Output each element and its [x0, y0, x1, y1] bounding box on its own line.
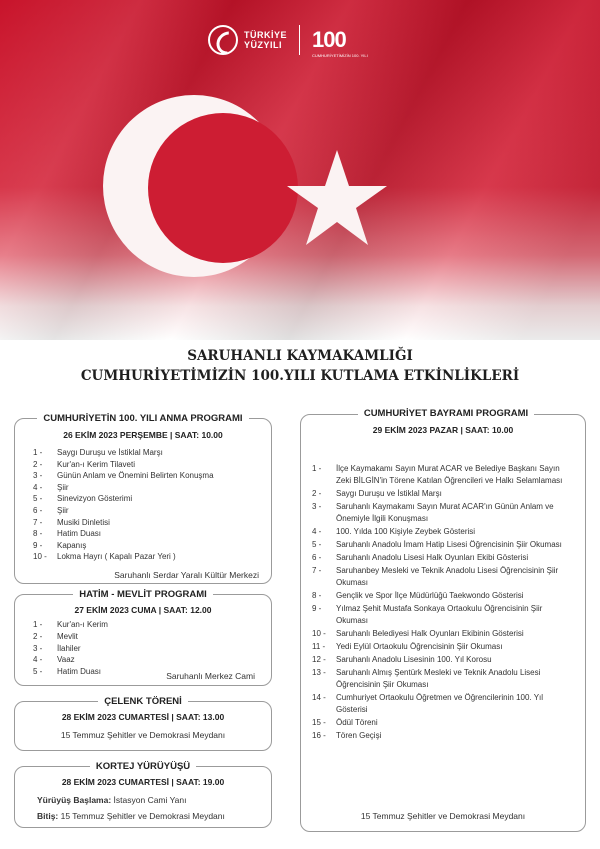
list-item: 1 - Kur'an-ı Kerim	[33, 620, 108, 629]
list-item: 13 - Saruhanlı Almış Şentürk Mesleki ve Teknik Anadolu Lisesi Öğrencisinin Şiir Okuması	[312, 668, 541, 689]
list-item: 15 - Ödül Töreni	[312, 718, 378, 727]
list-item: 8 - Hatim Duası	[33, 529, 102, 539]
celenk-title: ÇELENK TÖRENİ	[15, 696, 271, 707]
list-item: 12 - Saruhanlı Anadolu Lisesinin 100. Yıl Korosu	[312, 655, 492, 664]
kortej-box	[14, 761, 272, 828]
list-item: 7 - Saruhanbey Mesleki ve Teknik Anadolu Lisesi Öğrencisinin Şiir Okuması	[312, 566, 559, 587]
turkiye-yuzyili-logo-icon	[208, 25, 238, 55]
list-item: 5 - Hatim Duası	[33, 667, 102, 677]
turkish-flag-banner	[0, 0, 600, 340]
page-title-line2: CUMHURİYETİMİZİN 100.YILI KUTLAMA ETKİNLİKLERİ	[80, 368, 520, 384]
turkiye-yuzyili-logo: TÜRKİYE YÜZYILI	[244, 30, 288, 50]
kortej-date: 28 EKİM 2023 CUMARTESİ | SAAT: 19.00	[61, 777, 225, 787]
list-item: 2 - Kur'an-ı Kerim Tilaveti	[33, 459, 135, 469]
anma-program-box	[14, 413, 272, 584]
kortej-title: KORTEJ YÜRÜYÜŞÜ	[15, 761, 271, 772]
hatim-program-box	[14, 589, 272, 686]
list-item: 16 - Tören Geçişi	[312, 731, 382, 740]
list-item: 3 - Günün Anlam ve Önemini Belirten Konuşma	[33, 471, 214, 481]
bayram-list	[312, 463, 574, 743]
page-title-line1: SARUHANLI KAYMAKAMLIĞI	[187, 348, 413, 364]
anma-title: CUMHURİYETİN 100. YILI ANMA PROGRAMI	[15, 413, 271, 424]
celenk-date: 28 EKİM 2023 CUMARTESİ | SAAT: 13.00	[61, 712, 225, 722]
hatim-place: Saruhanlı Merkez Cami	[166, 671, 255, 681]
list-item: 14 - Cumhuriyet Ortaokulu Öğretmen ve Öğrencilerinin 100. Yıl Gösterisi	[312, 693, 544, 714]
list-item: 1 - İlçe Kaymakamı Sayın Murat ACAR ve Belediye Başkanı Sayın Zeki BİLGİN'in Törene Katılan Öğrencileri ve Halkı Selamlaması	[312, 464, 563, 485]
list-item: 9 - Kapanış	[33, 540, 87, 550]
star-icon	[285, 148, 389, 248]
list-item: 9 - Yılmaz Şehit Mustafa Sonkaya Ortaokulu Öğrencisinin Şiir Okuması	[312, 604, 543, 625]
kortej-end: Bitiş: 15 Temmuz Şehitler ve Demokrasi Meydanı	[37, 811, 225, 821]
hatim-list	[33, 620, 153, 679]
list-item: 2 - Saygı Duruşu ve İstiklal Marşı	[312, 489, 442, 498]
list-item: 4 - Vaaz	[33, 655, 75, 665]
list-item: 3 - Saruhanlı Kaymakamı Sayın Murat ACAR'ın Günün Anlam ve Önemiyle İlgili Konuşması	[312, 502, 554, 523]
list-item: 8 - Gençlik ve Spor İlçe Müdürlüğü Taekwondo Gösterisi	[312, 591, 524, 600]
kortej-start: Yürüyüş Başlama: İstasyon Cami Yanı	[37, 795, 187, 805]
bayram-title: CUMHURİYET BAYRAMI PROGRAMI	[305, 408, 587, 419]
anma-place: Saruhanlı Serdar Yaralı Kültür Merkezi	[114, 570, 259, 580]
list-item: 5 - Sinevizyon Gösterimi	[33, 494, 133, 504]
logo-divider	[299, 25, 300, 55]
list-item: 10 - Saruhanlı Belediyesi Halk Oyunları Ekibinin Gösterisi	[312, 629, 524, 638]
celenk-box	[14, 696, 272, 751]
anma-list	[33, 448, 268, 564]
hatim-title: HATİM - MEVLİT PROGRAMI	[15, 589, 271, 600]
hatim-date: 27 EKİM 2023 CUMA | SAAT: 12.00	[74, 605, 212, 615]
header-logos	[208, 22, 368, 58]
list-item: 4 - 100. Yılda 100 Kişiyle Zeybek Gösterisi	[312, 527, 476, 536]
list-item: 11 - Yedi Eylül Ortaokulu Öğrencisinin Şiir Okuması	[312, 642, 503, 651]
list-item: 10 - Lokma Hayrı ( Kapalı Pazar Yeri )	[33, 552, 176, 562]
list-item: 6 - Saruhanlı Anadolu Lisesi Halk Oyunları Ekibi Gösterisi	[312, 553, 529, 562]
celenk-place: 15 Temmuz Şehitler ve Demokrasi Meydanı	[60, 730, 226, 740]
centennial-logo: 100 CUMHURİYETİMİZİN 100. YILI	[312, 27, 368, 58]
list-item: 6 - Şiir	[33, 505, 69, 515]
list-item: 5 - Saruhanlı Anadolu İmam Hatip Lisesi Öğrencisinin Şiir Okuması	[312, 540, 562, 549]
bayram-place: 15 Temmuz Şehitler ve Demokrasi Meydanı	[360, 811, 526, 821]
list-item: 3 - İlahiler	[33, 643, 81, 653]
anma-date: 26 EKİM 2023 PERŞEMBE | SAAT: 10.00	[63, 430, 223, 440]
bayram-date: 29 EKİM 2023 PAZAR | SAAT: 10.00	[372, 425, 514, 435]
list-item: 1 - Saygı Duruşu ve İstiklal Marşı	[33, 448, 163, 457]
list-item: 2 - Mevlit	[33, 631, 78, 641]
list-item: 7 - Musiki Dinletisi	[33, 517, 110, 527]
list-item: 4 - Şiir	[33, 482, 69, 492]
